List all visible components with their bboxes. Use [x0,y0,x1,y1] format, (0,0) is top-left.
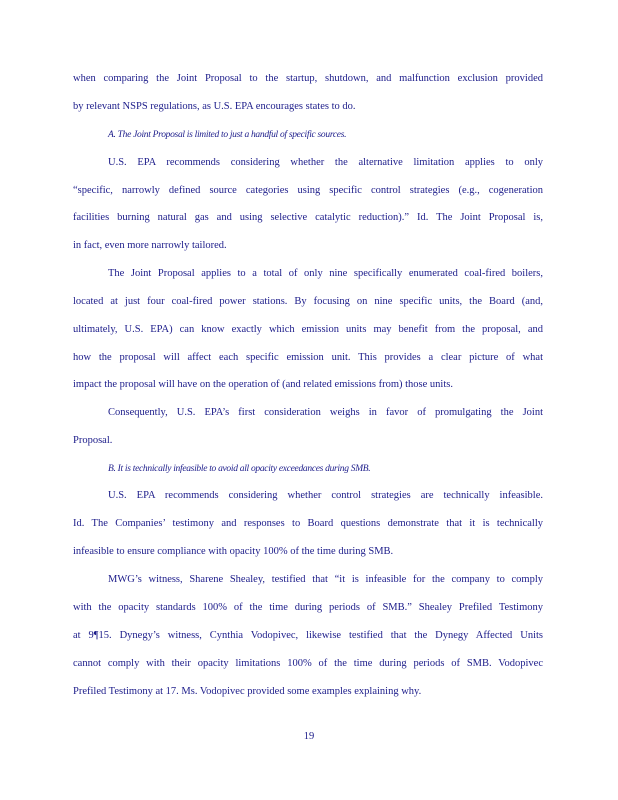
text-line: U.S. EPA recommends considering whether the alternative limitation applies to only [108,157,543,168]
text-line: cannot comply with their opacity limitations 100% of the time during periods of SMB. Vodopivec [73,658,543,669]
text-line: U.S. EPA recommends considering whether control strategies are technically infeasible. [108,490,543,501]
text-line: located at just four coal-fired power stations. By focusing on nine specific units, the Board (and, [73,296,543,307]
text-line: The Joint Proposal applies to a total of only nine specifically enumerated coal-fired boilers, [108,268,543,279]
text-line: how the proposal will affect each specific emission unit. This provides a clear picture of what [73,352,543,363]
section-heading: A. The Joint Proposal is limited to just a handful of specific sources. [108,130,347,140]
text-line: with the opacity standards 100% of the time during periods of SMB.” Shealey Prefiled Testimony [73,602,543,613]
text-line: at 9¶15. Dynegy’s witness, Cynthia Vodopivec, likewise testified that the Dynegy Affected Units [73,630,543,641]
text-line: Id. The Companies’ testimony and responses to Board questions demonstrate that it is technically [73,518,543,529]
text-line: MWG’s witness, Sharene Shealey, testified that “it is infeasible for the company to comply [108,574,543,585]
page-number: 19 [303,731,315,742]
text-line: ultimately, U.S. EPA) can know exactly which emission units may benefit from the proposal, and [73,324,543,335]
text-line: facilities burning natural gas and using selective catalytic reduction).” Id. The Joint Proposal is, [73,212,543,223]
section-heading: B. It is technically infeasible to avoid all opacity exceedances during SMB. [108,464,371,474]
text-line: when comparing the Joint Proposal to the startup, shutdown, and malfunction exclusion provided [73,73,543,84]
text-line: Prefiled Testimony at 17. Ms. Vodopivec provided some examples explaining why. [73,686,422,697]
text-line: impact the proposal will have on the operation of (and related emissions from) those units. [73,379,453,390]
text-line: by relevant NSPS regulations, as U.S. EPA encourages states to do. [73,101,356,112]
text-line: Consequently, U.S. EPA’s first consideration weighs in favor of promulgating the Joint [108,407,543,418]
text-line: in fact, even more narrowly tailored. [73,240,227,251]
text-line: “specific, narrowly defined source categories using specific control strategies (e.g., cogeneration [73,185,543,196]
text-line: infeasible to ensure compliance with opacity 100% of the time during SMB. [73,546,394,557]
text-line: Proposal. [73,435,113,446]
